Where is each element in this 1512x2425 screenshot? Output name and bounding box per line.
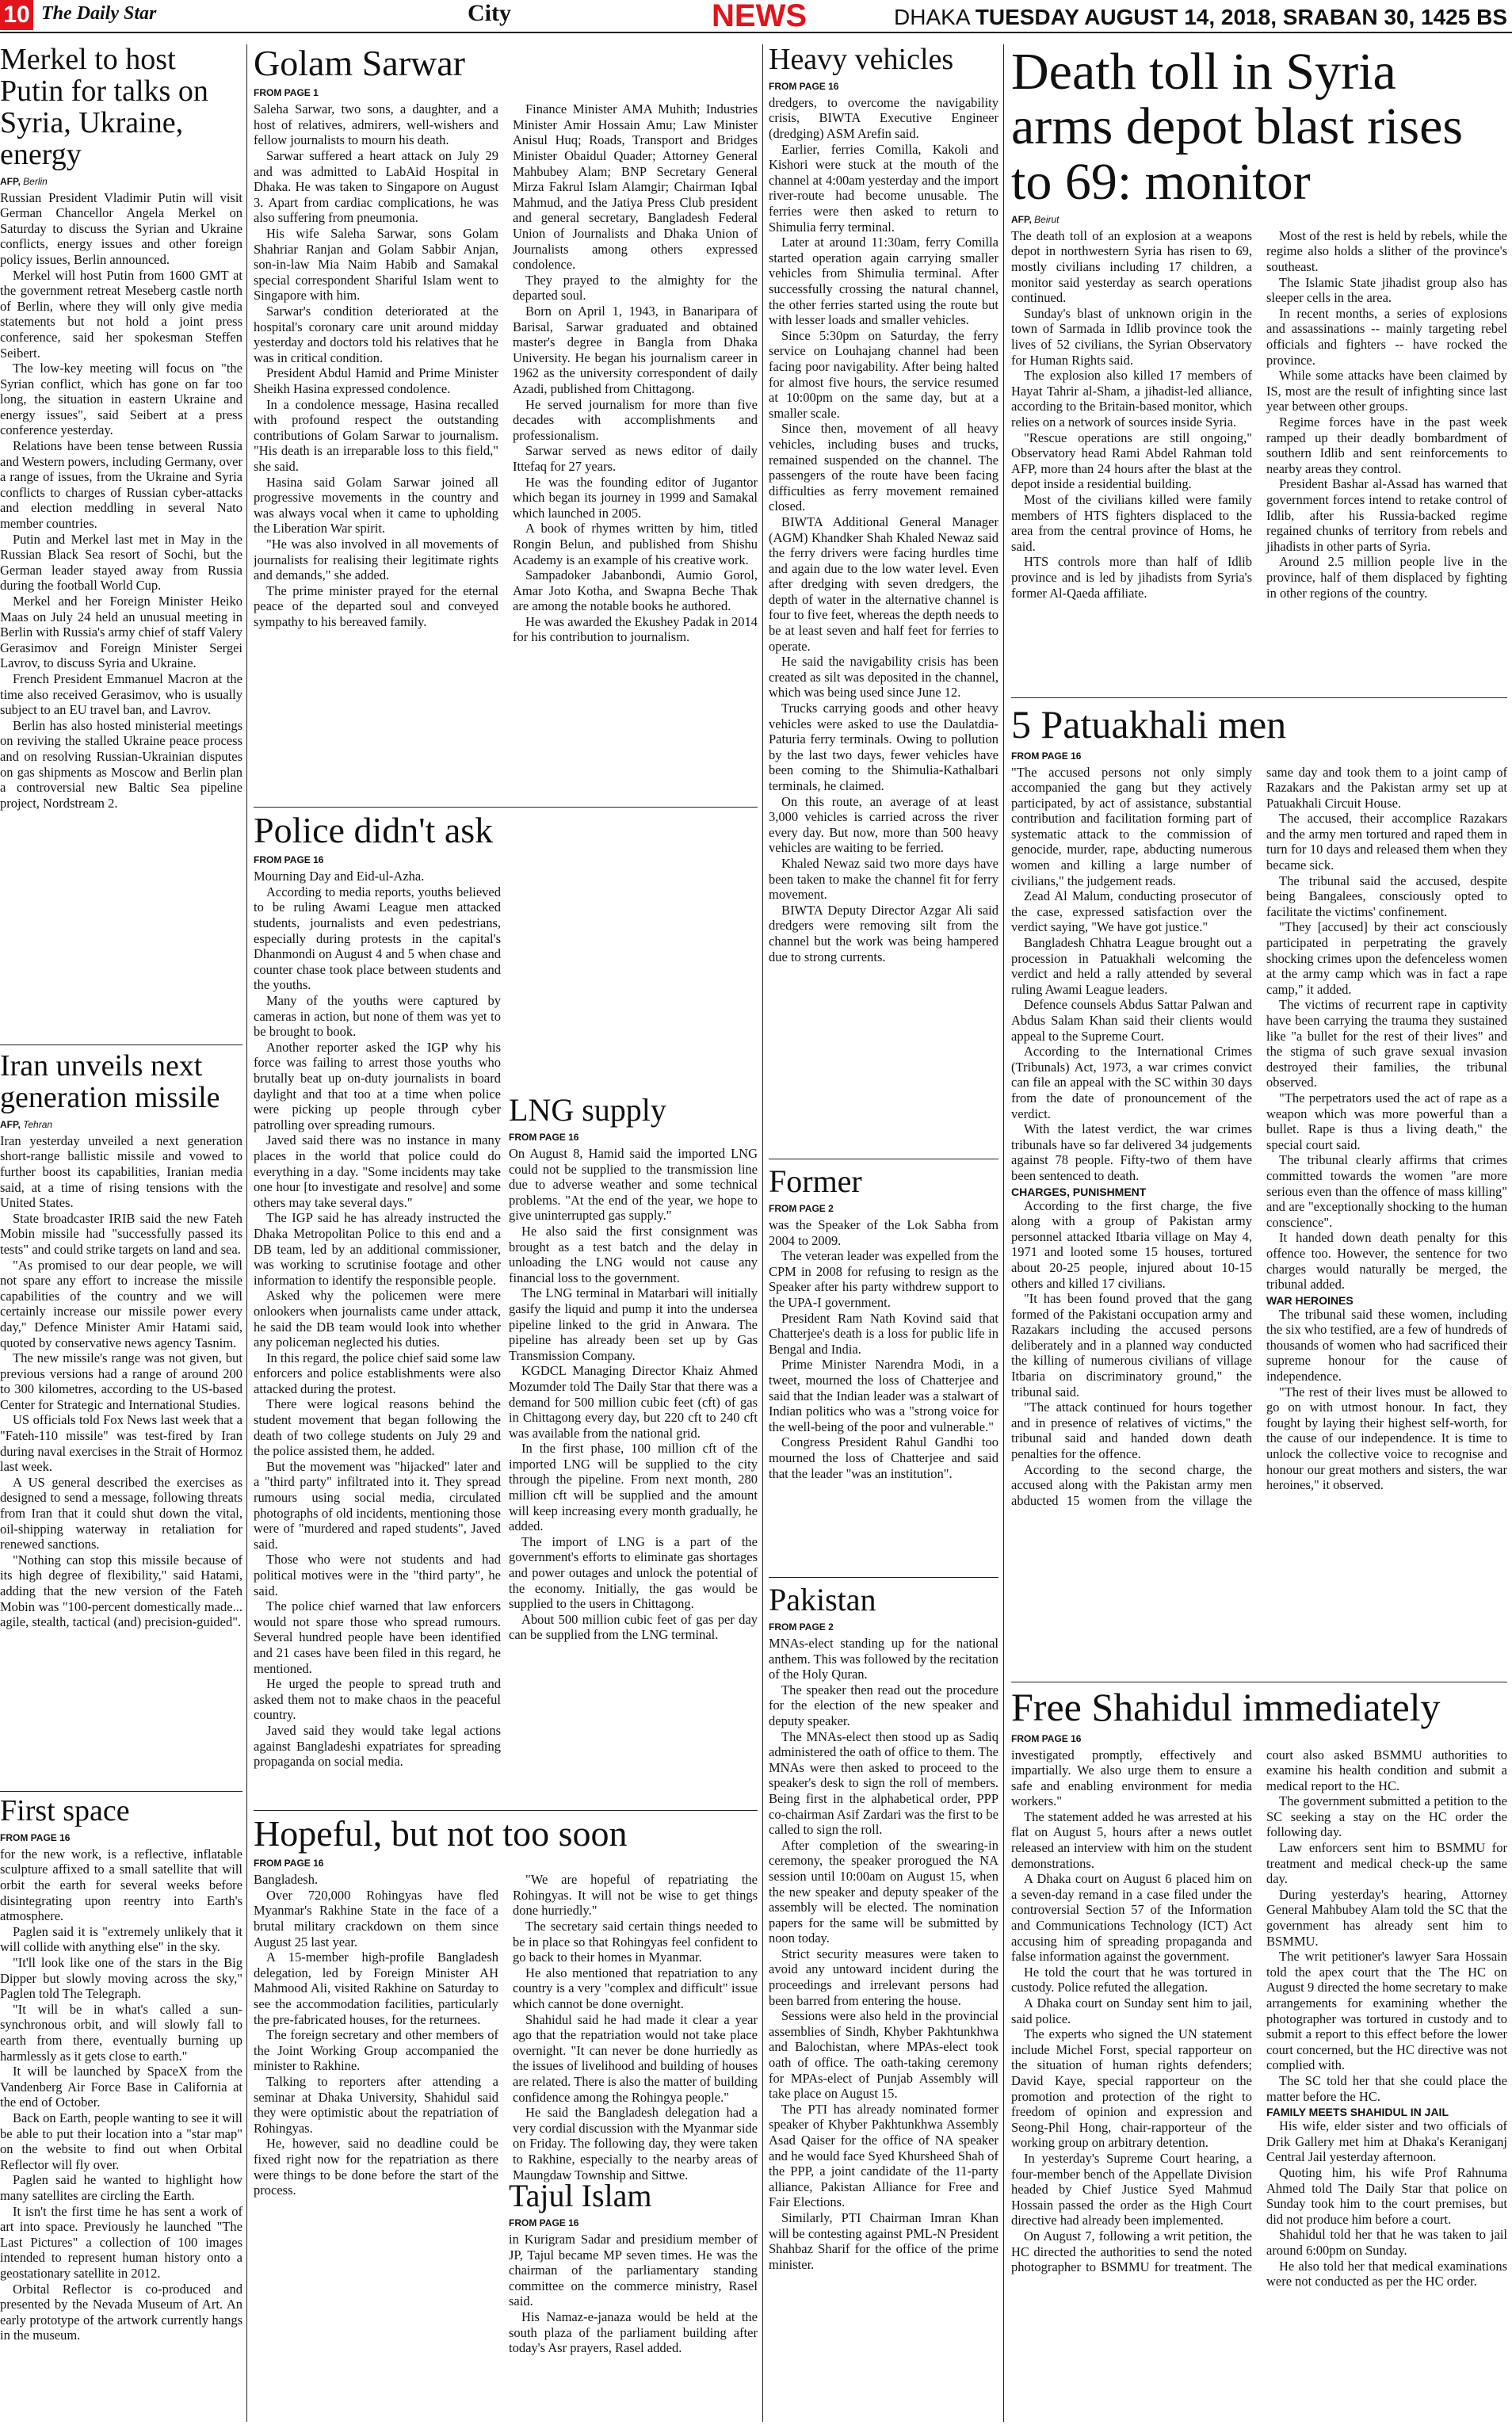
paragraph: Sessions were also held in the provincial assemblies of Sindh, Khyber Pakhtunkhwa and Balochistan, where MPAs-elect took oath of office. The oath-taking ceremony for MPAs-elect of Punjab Assembly will take place on August 15. [769, 2008, 998, 2102]
article-pakistan [769, 1583, 998, 2422]
paragraph: The police chief warned that law enforcers would not spare those who spread rumours. Several hundred people have been identified and 21 cases have been filed in this regard, he mentioned. [254, 1598, 501, 1676]
article-first-space [0, 1796, 242, 2422]
page-number: 10 [0, 0, 33, 30]
column-rule [246, 44, 247, 2422]
paragraph: On this route, an average of at least 3,000 vehicles is carried across the river every day. But now, more than 500 heavy vehicles are waiting to be ferried. [769, 793, 998, 856]
paragraph: "Rescue operations are still ongoing," Observatory head Rami Abdel Rahman told AFP, more than 24 hours after the blast at the depot inside a residential building. [1011, 430, 1252, 492]
paragraph: The low-key meeting will focus on "the Syrian conflict, which has gone on far too long, the situation in eastern Ukraine and energy issues", said Seibert at a press conference yesterday. [0, 361, 242, 438]
paragraph: Orbital Reflector is co-produced and presented by the Nevada Museum of Art. An early prototype of the artwork currently hangs in the museum. [0, 2281, 242, 2343]
paragraph: His Namaz-e-janaza would be held at the south plaza of the parliament building after today's Asr prayers, Rasel added. [509, 2309, 758, 2356]
paragraph: Quoting him, his wife Prof Rahnuma Ahmed told The Daily Star that police on Sunday took him to the court premises, but did not produce him before a court. [1266, 2164, 1507, 2227]
paragraph: Regime forces have in the past week ramped up their deadly bombardment of southern Idlib and sent reinforcements to nearby areas they control. [1266, 414, 1507, 476]
paragraph: US officials told Fox News last week that a "Fateh-110 missile" was test-fired by Iran during naval exercises in the Strait of Hormoz last week. [0, 1412, 242, 1475]
paragraph: According to the first charge, the five along with a group of Pakistan army personnel attacked Itbaria village on May 4, 1971 and looted some 15 houses, tortured about 20-25 people, injured about 10-15 others and killed 17 civilians. [1011, 1197, 1252, 1291]
paragraph: Putin and Merkel last met in May in the Russian Black Sea resort of Sochi, but the German leader stayed away from Russia during the football World Cup. [0, 531, 242, 594]
paragraph: "The rest of their lives must be allowed to go on with utmost honour. In fact, they fought by laying their highest self-worth, for the cause of our independence. It is time to unlock the collective voice to recognise and honour our great mothers and sisters, the war heroines," it observed. [1266, 1384, 1507, 1493]
headline: Iran unveils next generation missile [0, 1051, 220, 1114]
byline: FROM PAGE 16 [1011, 750, 1082, 762]
masthead-bar [0, 0, 1512, 33]
paragraph: With the latest verdict, the war crimes tribunals have so far delivered 34 judgements against 78 people. Fifty-two of them have been sentenced to death. [1011, 1121, 1252, 1183]
paragraph: Russian President Vladimir Putin will visit German Chancellor Angela Merkel on Saturday to discuss the Syrian and Ukraine conflicts, energy issues and other foreign policy issues, Berlin announced. [0, 189, 242, 267]
paragraph: He was the founding editor of Jugantor which began its journey in 1999 and Samakal which launched in 2005. [513, 474, 758, 521]
paragraph: was the Speaker of the Lok Sabha from 2004 to 2009. [769, 1217, 998, 1248]
paragraph: Saleha Sarwar, two sons, a daughter, and a host of relatives, admirers, well-wishers and fellow journalists to mourn his death. [254, 101, 498, 148]
paragraph: Shahidul said he had made it clear a year ago that the repatriation would not take place overnight. "It can never be done hurriedly as the issues of livelihood and building of houses are related. There is also the matter of building confidence among the Rohingya people." [513, 2011, 758, 2105]
paragraph: Over 720,000 Rohingyas have fled Myanmar's Rakhine State in the face of a brutal military crackdown on them since August 25 last year. [254, 1887, 498, 1950]
headline: Pakistan [769, 1583, 876, 1617]
paragraph: His wife, elder sister and two officials of Drik Gallery met him at Dhaka's Keraniganj Central Jail yesterday afternoon. [1266, 2118, 1507, 2165]
subheading: FAMILY MEETS SHAHIDUL IN JAIL [1266, 2106, 1449, 2119]
paragraph: Talking to reporters after attending a seminar at Dhaka University, Shahidul said they were optimistic about the repatriation of Rohingyas. [254, 2074, 498, 2136]
paragraph: On August 8, Hamid said the imported LNG could not be supplied to the transmission line due to adverse weather and some technical problems. "At the end of the year, we hope to give uninterrupted gas supply." [509, 1146, 758, 1224]
paragraph: According to the International Crimes (Tribunals) Act, 1973, a war crimes convict can file an appeal with the SC within 30 days from the date of pronouncement of the verdict. [1011, 1044, 1252, 1121]
paragraph: Back on Earth, people wanting to see it will be able to put their location into a "star map" on the website to find out when Orbital Reflector will fly over. [0, 2110, 242, 2172]
paragraph: Most of the rest is held by rebels, while the regime also holds a slither of the province's southeast. [1266, 227, 1507, 275]
article-body [509, 2232, 758, 2356]
paragraph: He served journalism for more than five decades with accomplishments and professionalism. [513, 396, 758, 443]
paragraph: A 15-member high-profile Bangladesh delegation, led by Foreign Minister AH Mahmood Ali, visited Rakhine on Saturday to see the accommodation facilities, particularly the pre-fabricated houses, for the returnees. [254, 1950, 498, 2027]
paragraph: The foreign secretary and other members of the Joint Working Group accompanied the minister to Rakhine. [254, 2027, 498, 2074]
article-body [0, 1846, 242, 2343]
article-tajul-islam [509, 2179, 758, 2422]
article-body [769, 1636, 998, 2272]
paragraph: Mourning Day and Eid-ul-Azha. [254, 869, 425, 884]
paragraph: The import of LNG is a part of the government's efforts to eliminate gas shortages and power outages and unlock the potential of the economy. Initially, the gas would be supplied to the users in Chittagong. [509, 1533, 758, 1612]
paragraph: KGDCL Managing Director Khaiz Ahmed Mozumder told The Daily Star that there was a demand for 500 million cubic feet (cft) of gas in Chittagong every day, but 220 cft to 240 cft was available from the national grid. [509, 1363, 758, 1441]
paragraph: "It will be in what's called a sun-synchronous orbit, and will slowly fall to earth from there, eventually burning up harmlessly as it gets close to earth." [0, 2001, 242, 2064]
paragraph: His wife Saleha Sarwar, sons Golam Shahriar Ranjan and Golam Sabbir Anjan, son-in-law Mia Naim Habib and Samakal special correspondent Shariful Islam went to Singapore with him. [254, 226, 498, 304]
paragraph: The new missile's range was not given, but previous versions had a range of around 200 to 300 kilometres, according to the US-based Center for Strategic and International Studies. [0, 1350, 242, 1412]
paragraph: Trucks carrying goods and other heavy vehicles were asked to use the Daulatdia-Paturia ferry terminals. Owing to pollution by the last two days, fewer vehicles have been coming to the Shimulia-Kathalbari terminals, he claimed. [769, 701, 998, 794]
byline: AFP, Beirut [1011, 213, 1060, 225]
paragraph: He, however, said no deadline could be fixed right now for the repatriation as there were things to be done before the start of the process. [254, 2136, 498, 2198]
article-golam-sarwar [254, 44, 758, 796]
article-syria [1011, 44, 1507, 694]
headline: Heavy vehicles [769, 44, 954, 76]
paragraph: Sampadoker Jabanbondi, Aumio Gorol, Amar Joto Kotha, and Swapna Beche Thak are among the notable books he authored. [513, 567, 758, 614]
article-body [254, 101, 758, 789]
byline: FROM PAGE 16 [509, 1132, 579, 1143]
paragraph: Another reporter asked the IGP why his force was failing to arrest those youths who brutally beat up on-duty journalists in board daylight and that too at a time when police were picking up people through cyber patrolling over spreading rumours. [254, 1039, 501, 1132]
paragraph: Since then, movement of all heavy vehicles, including buses and trucks, remained suspended on the channel. The passengers of the route have been facing difficulties as ferry movement remained closed. [769, 421, 998, 514]
paragraph: "The accused persons not only simply accompanied the gang but they actively participated, by act of assistance, substantial contribution and facilitation forming part of systematic attack to the commission of genocide, murder, rape, abducting numerous women and killing a large number of civilians," the judgement reads. [1011, 764, 1252, 888]
paragraph: In yesterday's Supreme Court hearing, a four-member bench of the Appellate Division headed by Chief Justice Syed Mahmud Hossain passed the order as the High Court directive had already been implemented. [1011, 2150, 1252, 2228]
paragraph: Similarly, PTI Chairman Imran Khan will be contesting against PML-N President Shahbaz Sharif for the office of the prime minister. [769, 2209, 998, 2272]
paragraph: The statement added he was arrested at his flat on August 5, hours after a news outlet released an interview with him on the student demonstrations. [1011, 1808, 1252, 1871]
article-patuakhali [1011, 704, 1507, 1683]
paragraph: HTS controls more than half of Idlib province and is led by jihadists from Syria's former Al-Qaeda affiliate. [1011, 554, 1252, 601]
paragraph: The tribunal said the accused, despite being Bangalees, consciously opted to facilitate the victims' confinement. [1266, 873, 1507, 919]
paragraph: Earlier, ferries Comilla, Kakoli and Kishori were stuck at the mouth of the channel at 4:00am yesterday and the import river-route had become unusable. The ferries were then asked to return to Shimulia ferry terminal. [769, 141, 998, 235]
paragraph: "The perpetrators used the act of rape as a weapon which was more powerful than a bullet. Rape is thus a living death," the special court said. [1266, 1090, 1507, 1152]
byline: FROM PAGE 2 [769, 1621, 834, 1633]
paragraph: He said the navigability crisis has been created as silt was deposited in the channel, which was being used since June 12. [769, 654, 998, 701]
headline: Tajul Islam [509, 2179, 652, 2213]
headline: Death toll in Syria arms depot blast rises to 69: monitor [1011, 44, 1464, 211]
paragraph: Around 2.5 million people live in the province, half of them displaced by fighting in other regions of the country. [1266, 554, 1507, 601]
paragraph: The IGP said he has already instructed the Dhaka Metropolitan Police to this end and a DB team, led by an additional commissioner, was working to scrutinise footage and other information to identify the responsible people. [254, 1210, 501, 1288]
paragraph: He also said the first consignment was brought as a test batch and the delay in unloading the LNG would not cause any financial loss to the government. [509, 1223, 758, 1285]
paragraph: French President Emmanuel Macron at the time also received Gerasimov, who is usually subject to an EU travel ban, and Lavrov. [0, 670, 242, 718]
article-iran [0, 1051, 242, 1764]
paragraph: The speaker then read out the procedure for the election of the new speaker and deputy speaker. [769, 1682, 998, 1728]
article-body [769, 95, 998, 964]
paragraph: Many of the youths were captured by cameras in action, but none of them was yet to be brought to book. [254, 993, 501, 1040]
date-main: TUESDAY AUGUST 14, 2018, [975, 5, 1277, 29]
paragraph: He also told her that medical examinations were not conducted as per the HC order. [1266, 2258, 1507, 2289]
date-bangla: SRABAN 30, 1425 BS [1282, 5, 1507, 29]
byline: FROM PAGE 1 [254, 87, 319, 99]
headline: Hopeful, but not too soon [254, 1815, 628, 1854]
paragraph: "He was also involved in all movements of journalists for realising their legitimate rights and demands," she added. [254, 536, 498, 583]
paragraph: Defence counsels Abdus Sattar Palwan and Abdus Salam Khan said their clients would appeal to the Supreme Court. [1011, 997, 1252, 1044]
paragraph: Merkel and her Foreign Minister Heiko Maas on July 24 held an unusual meeting in Berlin with Russia's army chief of staff Valery Gerasimov and Foreign Minister Sergei Lavrov, to discuss Syria and Ukraine. [0, 594, 242, 671]
paragraph: The death toll of an explosion at a weapons depot in northwestern Syria has risen to 69, mostly civilians including 17 children, a monitor said yesterday as search operations continued. [1011, 227, 1252, 306]
paragraph: dredgers, to overcome the navigability crisis, BIWTA Executive Engineer (dredging) ASM Arefin said. [769, 94, 998, 142]
paragraph: "It has been found proved that the gang formed of the Pakistani occupation army and Razakars including the accused persons deliberately and in a planned way conducted the killing of numerous civilians of village Itbaria on discriminatory ground," the tribunal said. [1011, 1291, 1252, 1400]
headline: Former [769, 1165, 862, 1199]
column-rule [1003, 44, 1004, 2422]
paragraph: Strict security measures were taken to avoid any untoward incident during the proceedings and irrelevant persons had been barred from entering the house. [769, 1946, 998, 2008]
divider [769, 1577, 998, 1578]
paragraph: in Kurigram Sadar and presidium member of JP, Tajul became MP seven times. He was the chairman of the parliamentary standing committee on the commerce ministry, Rasel said. [509, 2232, 758, 2309]
paragraph: He told the court that he was tortured in custody. Police refuted the allegation. [1011, 1964, 1252, 1995]
byline: FROM PAGE 16 [0, 1831, 71, 1843]
paragraph: State broadcaster IRIB said the new Fateh Mobin missile had "successfully passed its tests" and could strike targets on land and sea. [0, 1210, 242, 1257]
paragraph: Finance Minister AMA Muhith; Industries Minister Amir Hossain Amu; Law Minister Anisul Huq; Roads, Transport and Bridges Minister Obaidul Quader; Attorney General Mahbubey Alam; BNP Secretary General Mirza Fakrul Islam Alamgir; Chairman Iqbal Mahmud, and the Jatiya Press Club president and general secretary, Bangladesh Federal Union of Journalists and Dhaka Union of Journalists among others expressed condolence. [513, 101, 758, 273]
paragraph: About 500 million cubic feet of gas per day can be supplied from the LNG terminal. [509, 1611, 758, 1643]
article-body [0, 1133, 242, 1630]
paragraph: "They [accused] by their act consciously participated in perpetrating the gravely shocking crimes upon the defenceless women at the army camp which was in fact a rape camp," it added. [1266, 919, 1507, 997]
paragraph: Since 5:30pm on Saturday, the ferry service on Louhajang channel had been facing poor navigability. After being halted for almost five hours, the service resumed at 10:00pm on the same day, but at a smaller scale. [769, 327, 998, 421]
headline: LNG supply [509, 1094, 666, 1128]
paragraph: Those who were not students and had political motives were in the "third party", he said. [254, 1552, 501, 1598]
paragraph: Sarwar's condition deteriorated at the hospital's coronary care unit around midday yesterday and doctors told his relatives that he was in critical condition. [254, 304, 498, 365]
article-body [1011, 765, 1507, 1676]
article-former [769, 1165, 998, 1577]
paragraph: A US general described the exercises as designed to send a message, following threats from Iran that it could shut down the vital, oil-shipping waterway in retaliation for renewed sanctions. [0, 1474, 242, 1552]
news-kicker: NEWS [712, 0, 807, 33]
paragraph: The tribunal said these women, including the six who testified, are a few of hundreds of thousands of women who had sacrificed their supreme honour for the cause of independence. [1266, 1306, 1507, 1384]
byline: AFP, Tehran [0, 1118, 53, 1130]
article-heavy-vehicles [769, 44, 998, 1154]
paragraph: He also mentioned that repatriation to any country is a very "complex and difficult" issue which cannot be done overnight. [513, 1965, 758, 2012]
article-body [254, 869, 501, 1769]
paragraph: The secretary said certain things needed to be in place so that Rohingyas feel confident to go back to their homes in Myanmar. [513, 1919, 758, 1965]
paragraph: Paglen said it is "extremely unlikely that it will collide with anything else" in the sky. [0, 1923, 242, 1955]
paragraph: Khaled Newaz said two more days have been taken to make the channel fit for ferry movement. [769, 855, 998, 903]
byline: FROM PAGE 16 [509, 2217, 579, 2228]
paragraph: They prayed to the almighty for the departed soul. [513, 272, 758, 304]
paragraph: Sarwar suffered a heart attack on July 29 and was admitted to LabAid Hospital in Dhaka. He was taken to Singapore on August 3. Apart from cardiac complications, he was also suffering from pneumonia. [254, 148, 498, 226]
paper-name: The Daily Star [41, 3, 157, 24]
paragraph: The PTI has already nominated former speaker of Khyber Pakhtunkhwa Assembly Asad Qaiser for the office of NA speaker and he would face Syed Khursheed Shah of the PPP, a joint candidate of the 11-party alliance, Pakistan Alliance for Free and Fair Elections. [769, 2101, 998, 2210]
paragraph: Zead Al Malum, conducting prosecutor of the case, expressed satisfaction over the verdict saying, "We have got justice." [1011, 888, 1252, 935]
paragraph: In the first phase, 100 million cft of the imported LNG will be supplied to the city through the pipeline. From next month, 280 million cft will be supplied and the amount will keep increasing every month gradually, he added. [509, 1441, 758, 1534]
paragraph: "It'll look like one of the stars in the Big Dipper but slowly moving across the sky," Paglen told The Telegraph. [0, 1955, 242, 2002]
article-body [509, 1146, 758, 1643]
paragraph: There were logical reasons behind the student movement that began following the death of two college students on July 29 and the police assisted them, he added. [254, 1396, 501, 1459]
paragraph: The tribunal clearly affirms that crimes committed towards the women "are more serious even than the offence of mass killing" and are "exceptionally shocking to the human conscience". [1266, 1152, 1507, 1230]
article-lng [509, 1094, 758, 1807]
paragraph: The government submitted a petition to the SC seeking a stay on the HC order the following day. [1266, 1793, 1507, 1840]
paragraph: Berlin has also hosted ministerial meetings on reviving the stalled Ukraine peace process and on resolving Russian-Ukrainian disputes on gas shipments as Moscow and Berlin plan a controversial new Baltic Sea pipeline project, Nordstream 2. [0, 717, 242, 811]
paragraph: In this regard, the police chief said some law enforcers and police establishments were also attacked during the protest. [254, 1350, 501, 1396]
paragraph: BIWTA Additional General Manager (AGM) Khandker Shah Khaled Newaz said the ferry drivers were facing hurdles time and again due to the low water level. Even after dredging with seven dredgers, the depth of water in the alternative channel is four to five feet, whereas the depth needs to be at least seven and half feet for ferries to operate. [769, 514, 998, 654]
article-body [0, 190, 242, 812]
paragraph: Javed said there was no instance in many places in the world that police could do everything in a day. "Some incidents may take one hour [to investigate and resolve] and some others may take several days." [254, 1132, 501, 1210]
paragraph: The SC told her that she could place the matter before the HC. [1266, 2072, 1507, 2104]
paragraph: The Islamic State jihadist group also has sleeper cells in the area. [1266, 274, 1507, 306]
headline: Merkel to host Putin for talks on Syria, Ukraine, energy [0, 44, 208, 171]
article-body [1011, 228, 1507, 675]
subheading: WAR HEROINES [1266, 1293, 1354, 1307]
paragraph: The accused, their accomplice Razakars and the army men tortured and raped them in turn for 10 days and released them when they became sick. [1266, 811, 1507, 873]
paragraph: The writ petitioner's lawyer Sara Hossain told the apex court that the The HC on August 9 directed the home secretary to make arrangements for examining whether the photographer was tortured in custody and to submit a report to this effect before the lower court concerned, but the HC directive was not complied with. [1266, 1949, 1507, 2073]
paragraph: But the movement was "hijacked" later and a "third party" infiltrated into it. They spread rumours using social media, circulated photographs of old incidents, mentioning those were of "murdered and raped students", Javed said. [254, 1458, 501, 1552]
paragraph: Sunday's blast of unknown origin in the town of Sarmada in Idlib province took the lives of 52 civilians, the Syrian Observatory for Human Rights said. [1011, 305, 1252, 368]
paragraph: "We are hopeful of repatriating the Rohingyas. It will not be wise to get things done hurriedly." [513, 1872, 758, 1919]
byline: FROM PAGE 16 [769, 80, 839, 92]
paragraph: It handed down death penalty for this offence too. However, the sentence for two charges would naturally be merged, the tribunal added. [1266, 1230, 1507, 1293]
paragraph: Congress President Rahul Gandhi too mourned the loss of Chatterjee and said that the leader "was an institution". [769, 1434, 998, 1481]
byline: FROM PAGE 2 [769, 1203, 834, 1214]
column-rule [762, 44, 763, 2422]
divider [0, 1044, 242, 1045]
article-police [254, 812, 501, 1812]
paragraph: President Bashar al-Assad has warned that government forces intend to retake control of Idlib, after his Russia-backed regime regained chunks of territory from rebels and jihadists in other parts of Syria. [1266, 476, 1507, 554]
paragraph: Relations have been tense between Russia and Western powers, including Germany, over a range of issues, from the Ukraine and Syria conflicts to charges of Russian cyber-attacks and election meddling in several Nato member countries. [0, 438, 242, 532]
paragraph: Law enforcers sent him to BSMMU for treatment and medical check-up the same day. [1266, 1840, 1507, 1887]
article-body [254, 1872, 758, 2200]
paragraph: During yesterday's hearing, Attorney General Mahbubey Alam told the SC that the government has already sent him to BSMMU. [1266, 1886, 1507, 1949]
paragraph: He said the Bangladesh delegation had a very cordial discussion with the Myanmar side on Friday. The following day, they were taken to Rakhine, especially to the nearby areas of Maungdaw Township and Sittwe. [513, 2105, 758, 2182]
paragraph: It will be launched by SpaceX from the Vandenberg Air Force Base in California at the end of October. [0, 2064, 242, 2110]
divider [1011, 697, 1507, 698]
paragraph: A Dhaka court on August 6 placed him on a seven-day remand in a case filed under the controversial Section 57 of the Information and Communications Technology (ICT) Act accusing him of spreading propaganda and false information against the government. [1011, 1871, 1252, 1965]
paragraph: The MNAs-elect then stood up as Sadiq administered the oath of office to them. The MNAs were then asked to proceed to the speaker's desk to sign the roll of members. Being first in the alphabetical order, PPP co-chairman Asif Zardari was the first to be called to sign the roll. [769, 1728, 998, 1838]
headline: 5 Patuakhali men [1011, 704, 1287, 747]
paragraph: He was awarded the Ekushey Padak in 2014 for his contribution to journalism. [513, 613, 758, 645]
divider [254, 807, 758, 808]
paragraph: Sarwar served as news editor of daily Ittefaq for 27 years. [513, 443, 758, 474]
section-name: City [468, 0, 511, 26]
byline: FROM PAGE 16 [254, 854, 324, 866]
headline: Golam Sarwar [254, 44, 465, 83]
paragraph: Bangladesh Chhatra League brought out a procession in Patuakhali welcoming the verdict and held a rally attended by several ruling Awami League leaders. [1011, 935, 1252, 997]
headline: Police didn't ask [254, 812, 494, 850]
paragraph: The experts who signed the UN statement include Michel Forst, special rapporteur on the situation of human rights defenders; David Kaye, special rapporteur on the promotion and protection of the right to freedom of opinion and expression and Seong-Phil Hong, chair-rapporteur of the working group on arbitrary detention. [1011, 2026, 1252, 2151]
paragraph: Paglen said he wanted to highlight how many satellites are circling the Earth. [0, 2172, 242, 2203]
paragraph: In a condolence message, Hasina recalled with profound respect the outstanding contributions of Golam Sarwar to journalism. "His death is an irreparable loss to this field," she said. [254, 396, 498, 474]
paragraph: Shahidul told her that he was taken to jail around 6:00pm on Sunday. [1266, 2227, 1507, 2258]
paragraph: "The attack continued for hours together and in presence of relatives of victims," the tribunal said and handed down death penalties for the offence. [1011, 1400, 1252, 1462]
headline: First space [0, 1796, 130, 1827]
paragraph: It isn't the first time he has sent a work of art into space. Previously he launched "The Last Pictures" a collection of 100 images intended to represent human history onto a geostationary satellite in 2012. [0, 2203, 242, 2281]
paragraph: Later at around 11:30am, ferry Comilla started operation again carrying smaller vehicles from Shimulia terminal. After successfully crossing the natural channel, the other ferries started using the route but with lesser loads and smaller vehicles. [769, 235, 998, 328]
paragraph: for the new work, is a reflective, inflatable sculpture affixed to a small satellite that will orbit the earth for several weeks before disintegrating upon reentry into Earth's atmosphere. [0, 1846, 242, 1924]
paragraph: A Dhaka court on Sunday sent him to jail, said police. [1011, 1995, 1252, 2026]
article-body [769, 1217, 998, 1481]
subheading: CHARGES, PUNISHMENT [1011, 1185, 1147, 1198]
paragraph: Most of the civilians killed were family members of HTS fighters displaced to the area from the central province of Homs, he said. [1011, 491, 1252, 554]
paragraph: President Ram Nath Kovind said that Chatterjee's death is a loss for public life in Bengal and India. [769, 1310, 998, 1357]
paragraph: President Abdul Hamid and Prime Minister Sheikh Hasina expressed condolence. [254, 365, 498, 396]
article-free-shahidul [1011, 1686, 1507, 2422]
paragraph: The explosion also killed 17 members of Hayat Tahrir al-Sham, a jihadist-led alliance, according to the Britain-based monitor, which relies on a network of sources inside Syria. [1011, 368, 1252, 430]
paragraph: The prime minister prayed for the eternal peace of the departed soul and conveyed sympathy to his bereaved family. [254, 582, 498, 629]
paragraph: "Nothing can stop this missile because of its high degree of flexibility," said Hatami, adding that the new version of the Fateh Mobin was "100-percent domestically made... agile, stealth, tactical (and) precision-guided". [0, 1552, 242, 1630]
paragraph: Bangladesh. [254, 1872, 319, 1888]
paragraph: Javed said they would take legal actions against Bangladeshi expatriates for spreading propaganda on social media. [254, 1722, 501, 1770]
paragraph: A book of rhymes written by him, titled Rongin Belun, and published from Shishu Academy is an example of his creative work. [513, 521, 758, 567]
paragraph: The LNG terminal in Matarbari will initially gasify the liquid and pump it into the undersea pipeline linked to the grid in Anwara. The pipeline has already been set up by Gas Transmission Company. [509, 1285, 758, 1363]
dateline [894, 5, 1507, 30]
byline: AFP, Berlin [0, 175, 48, 187]
paragraph: According to the second charge, the accused along with the Pakistan army men abducted 15 women from the village the same day and took them to a joint camp of Razakars and the Pakistan army set up at Patuakhali Circuit House. [1011, 764, 1507, 1508]
paragraph: Merkel will host Putin from 1600 GMT at the government retreat Meseberg castle north of Berlin, where they will only give media statements but not hold a joint press conference, said her spokesman Steffen Seibert. [0, 267, 242, 361]
paragraph: According to media reports, youths believed to be ruling Awami League men attacked students, journalists and even pedestrians, especially during protests in the capital's Dhanmondi on August 4 and 5 when chase and counter chase took place between students and the youths. [254, 884, 501, 993]
headline: Free Shahidul immediately [1011, 1686, 1441, 1729]
paragraph: After completion of the swearing-in ceremony, the speaker prorogued the NA session until 10:00am on August 15, when the new speaker and deputy speaker of the assembly will be elected. The nomination papers for the same will be submitted by noon today. [769, 1837, 998, 1946]
paragraph: "As promised to our dear people, we will not spare any effort to increase the missile capabilities of the country and we will certainly increase our missile power every day," Defence Minister Amir Hatami said, quoted by conservative news agency Tasnim. [0, 1257, 242, 1350]
paragraph: Prime Minister Narendra Modi, in a tweet, mourned the loss of Chatterjee and said that the Indian leader was a stalwart of Indian politics who was a "strong voice for the well-being of the poor and vulnerable." [769, 1357, 998, 1434]
byline: FROM PAGE 16 [1011, 1732, 1082, 1744]
date-place: DHAKA [894, 5, 969, 29]
byline: FROM PAGE 16 [254, 1858, 324, 1869]
divider [0, 1791, 242, 1792]
paragraph: The veteran leader was expelled from the CPM in 2008 for refusing to resign as the Speaker after his party withdrew support to the UPA-I government. [769, 1248, 998, 1310]
paragraph: BIWTA Deputy Director Azgar Ali said dredgers were removing silt from the channel but the work was being hampered due to strong currents. [769, 902, 998, 964]
paragraph: MNAs-elect standing up for the national anthem. This was followed by the recitation of the Holy Quran. [769, 1636, 998, 1682]
paragraph: Iran yesterday unveiled a next generation short-range ballistic missile and vowed to further boost its capabilities, Iranian media said, at a time of rising tensions with the United States. [0, 1132, 242, 1211]
paragraph: On August 7, following a writ petition, the HC directed the authorities to send the noted photographer to BSMMU for treatment. The court also asked BSMMU authorities to examine his health condition and submit a medical report to the HC. [1011, 1747, 1507, 2275]
paragraph: Asked why the policemen were mere onlookers when journalists came under attack, he said the DB team would look into whether any policeman neglected his duties. [254, 1288, 501, 1350]
paragraph: While some attacks have been claimed by IS, most are the result of infighting since last year between other groups. [1266, 368, 1507, 414]
paragraph: In recent months, a series of explosions and assassinations -- mainly targeting rebel officials and fighters -- have rocked the province. [1266, 305, 1507, 368]
divider [254, 1810, 758, 1811]
article-merkel [0, 44, 242, 1217]
paragraph: Born on April 1, 1943, in Banaripara of Barisal, Sarwar graduated and obtained master's degree in Bangla from Dhaka University. He began his journalism career in 1962 as the university correspondent of daily Azadi, published from Chittagong. [513, 304, 758, 396]
paragraph: He urged the people to spread truth and asked them not to make chaos in the peaceful country. [254, 1676, 501, 1723]
paragraph: investigated promptly, effectively and impartially. We also urge them to ensure a safe and enabling environment for media workers." [1011, 1747, 1252, 1809]
paragraph: Hasina said Golam Sarwar joined all progressive movements in the country and was always vocal when it came to upholding the Liberation War spirit. [254, 474, 498, 537]
article-body [1011, 1747, 1507, 2413]
paragraph: The victims of recurrent rape in captivity have been carrying the trauma they sustained like "a bullet for the rest of their lives" and the stigma of such grave sexual invasion destroyed their families, the tribunal observed. [1266, 997, 1507, 1090]
